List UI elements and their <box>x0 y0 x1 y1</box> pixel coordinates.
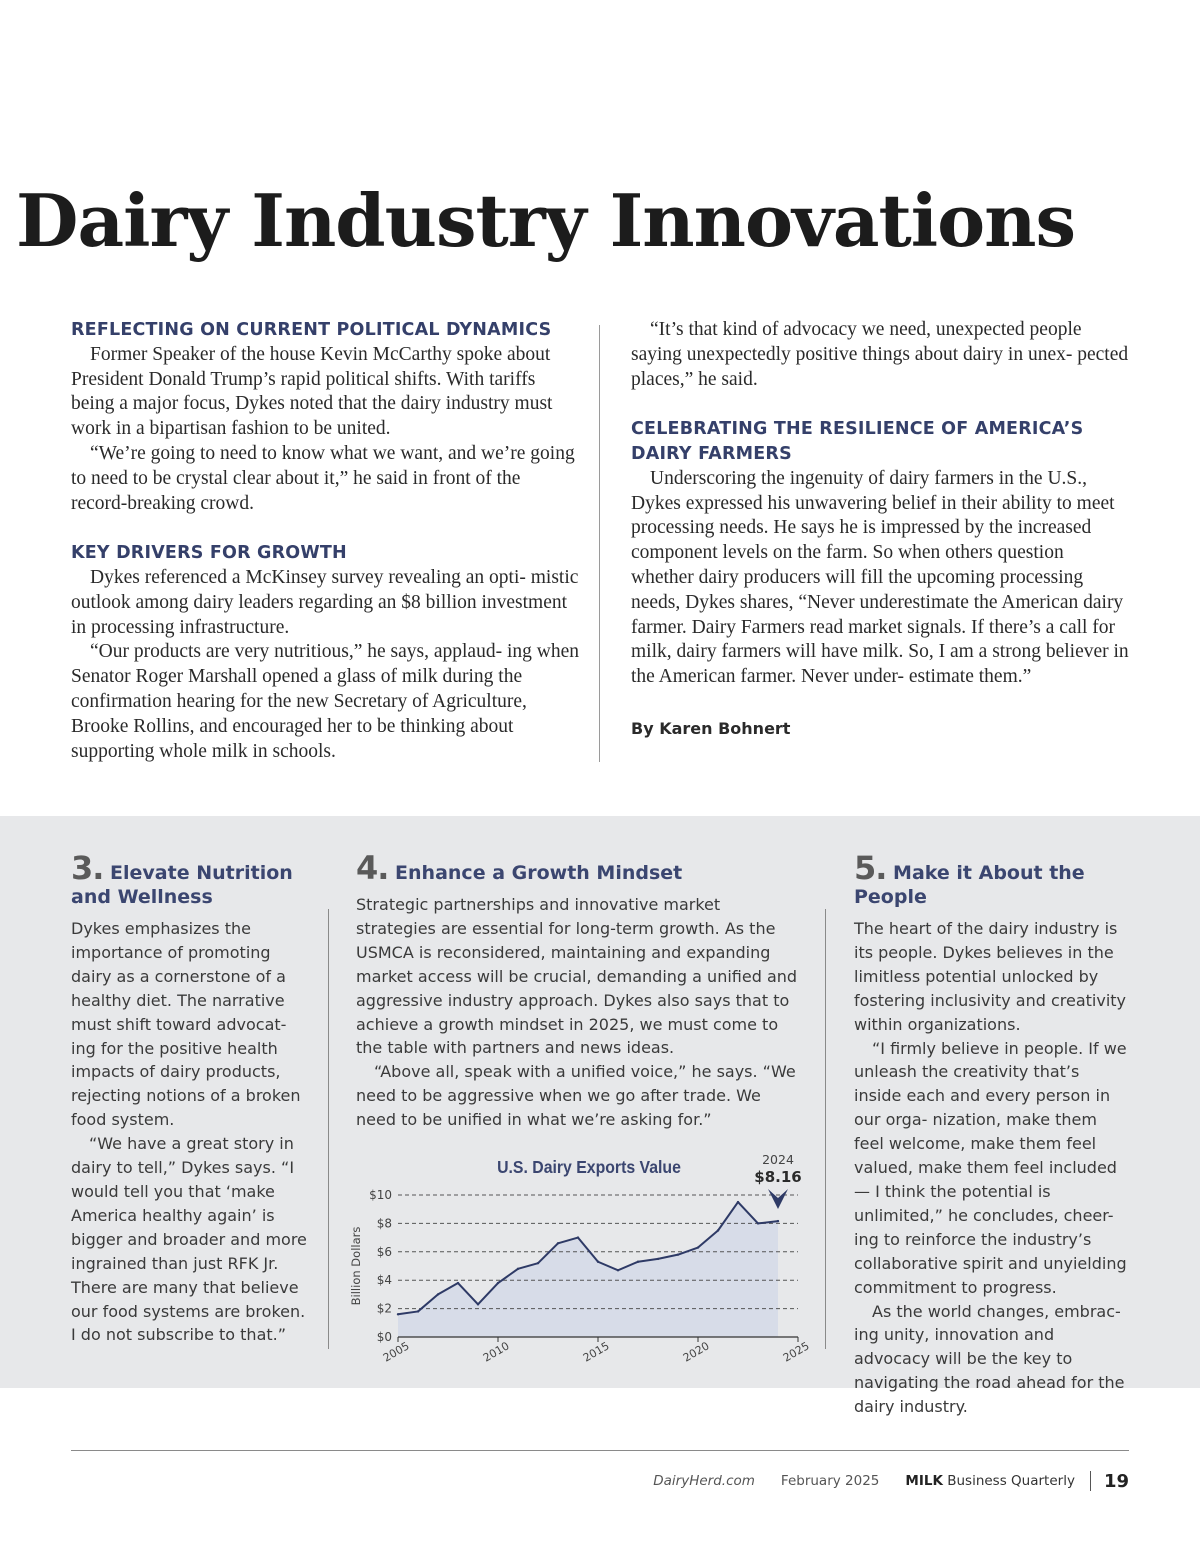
data-point <box>557 1242 559 1244</box>
data-point <box>757 1222 759 1224</box>
footer-magazine <box>905 1473 1075 1489</box>
paragraph: Dykes emphasizes the importance of promoting dairy as a cornerstone of a healthy diet. The narrative must shift toward advocat- ing for the positive health impacts of dairy products, rejecting notions of a broken food system. <box>71 919 301 1130</box>
page-footer <box>653 1468 1129 1494</box>
data-point <box>457 1282 459 1284</box>
paragraph: Strategic partnerships and innovative market strategies are essential for long-term growth. As the USMCA is reconsidered, maintaining and expanding market access will be crucial, demanding a unified and aggressive industry approach. Dykes also says that to achieve a growth mindset in 2025, we must come to the table with partners and news ideas. <box>356 895 798 1058</box>
section-3 <box>71 849 311 1347</box>
y-tick-label: $6 <box>376 1244 392 1259</box>
paragraph: “We’re going to need to know what we want, and we’re going to need to be crystal clear about it,” he said in front of the record-breaking crowd. <box>71 442 575 514</box>
x-tick-label: 2010 <box>480 1339 512 1365</box>
annotation-value: $8.16 <box>754 1168 802 1186</box>
footer-separator <box>1090 1471 1091 1491</box>
paragraph: “Our products are very nutritious,” he says, applaud- ing when Senator Roger Marshall opened a glass of milk during the confirmation hearing for the new Secretary of Agriculture, Brooke Rollins, and encouraged her to be thinking about supporting whole milk in schools. <box>71 641 579 762</box>
section-heading-growth: KEY DRIVERS FOR GROWTH <box>71 543 347 564</box>
paragraph: Dykes referenced a McKinsey survey revealing an opti- mistic outlook among dairy leaders regarding an $8 billion investment in processing infrastructure. <box>71 566 579 638</box>
data-point <box>777 1220 779 1222</box>
x-tick-label: 2015 <box>580 1339 612 1365</box>
data-point <box>657 1258 659 1260</box>
section-title: Make it About the People <box>854 862 1085 908</box>
section-number: 3. <box>71 849 104 887</box>
section-3-heading <box>71 849 311 909</box>
footer-rule <box>71 1450 1129 1451</box>
paragraph: The heart of the dairy industry is its people. Dykes believes in the limitless potential unlocked by fostering inclusivity and creativity within organizations. <box>854 919 1127 1034</box>
data-point <box>637 1261 639 1263</box>
area-fill <box>398 1202 778 1337</box>
paragraph: “We have a great story in dairy to tell,” Dykes says. “I would tell you that ‘make America healthy again’ is bigger and broader and more ingrained than just RFK Jr. There are many that believe our food systems are broken. I do not subscribe to that.” <box>71 1134 307 1345</box>
data-point <box>517 1268 519 1270</box>
right-column <box>631 318 1129 742</box>
y-tick-label: $8 <box>376 1216 392 1231</box>
section-divider <box>825 909 826 1349</box>
paragraph: “Above all, speak with a unified voice,” he says. “We need to be aggressive when we go after trade. We need to be unified in what we’re asking for.” <box>356 1062 796 1130</box>
page-number: 19 <box>1103 1470 1129 1492</box>
paragraph: As the world changes, embrac- ing unity, innovation and advocacy will be the key to navigating the road ahead for the dairy industry. <box>854 1301 1125 1417</box>
data-point <box>577 1236 579 1238</box>
section-number: 4. <box>356 849 389 887</box>
data-point <box>597 1261 599 1263</box>
section-divider <box>328 909 329 1349</box>
x-tick-label: 2025 <box>780 1339 812 1365</box>
y-tick-label: $4 <box>376 1273 392 1288</box>
section-4-heading <box>356 849 801 887</box>
data-point <box>537 1262 539 1264</box>
y-tick-label: $10 <box>369 1188 392 1202</box>
data-point <box>717 1229 719 1231</box>
left-column <box>71 318 579 764</box>
paragraph: Former Speaker of the house Kevin McCarthy spoke about President Donald Trump’s rapid political shifts. With tariffs being a major focus, Dykes noted that the dairy industry must work in a bipartisan fashion to be united. <box>71 343 553 440</box>
data-point <box>417 1310 419 1312</box>
data-point <box>677 1253 679 1255</box>
data-point <box>617 1269 619 1271</box>
chart-title: U.S. Dairy Exports Value <box>497 1157 681 1178</box>
byline: By Karen Bohnert <box>631 718 791 738</box>
y-axis-label: Billion Dollars <box>349 1226 363 1306</box>
page-title: Dairy Industry Innovations <box>16 178 1076 263</box>
data-point <box>737 1201 739 1203</box>
annotation-arrow-icon <box>768 1189 788 1209</box>
section-heading-resilience: CELEBRATING THE RESILIENCE OF AMERICA’S DAIRY FARMERS <box>631 419 1084 464</box>
x-tick-label: 2005 <box>380 1339 412 1365</box>
paragraph: “I firmly believe in people. If we unleash the creativity that’s inside each and every person in our orga- nization, make them feel welcome, make them feel valued, make them feel included — I think the potential is unlimited,” he concludes, cheer- ing to reinforce the industry’s collaborative spirit and unyielding commitment to progress. <box>854 1038 1127 1297</box>
x-tick-label: 2020 <box>680 1339 712 1365</box>
section-5 <box>854 849 1130 1419</box>
magazine-brand: MILK <box>905 1473 943 1489</box>
y-tick-label: $2 <box>376 1301 392 1316</box>
magazine-name: Business Quarterly <box>942 1473 1075 1489</box>
paragraph: Underscoring the ingenuity of dairy farmers in the U.S., Dykes expressed his unwavering belief in their ability to meet processing needs. He says he is impressed by the increased component levels on the farm. So when others question whether dairy producers will fill the upcoming processing needs, Dykes shares, “Never underestimate the American dairy farmer. Dairy Farmers read market signals. If there’s a call for milk, dairy farmers will have milk. So, I am a strong believer in the American farmer. Never under- estimate them.” <box>631 467 1129 688</box>
data-point <box>697 1246 699 1248</box>
section-number: 5. <box>854 849 887 887</box>
data-point <box>477 1303 479 1305</box>
section-5-heading <box>854 849 1130 909</box>
data-point <box>437 1293 439 1295</box>
data-point <box>497 1282 499 1284</box>
section-4 <box>356 849 801 1132</box>
section-title: Enhance a Growth Mindset <box>395 862 683 884</box>
annotation-year: 2024 <box>762 1152 794 1167</box>
section-heading-political: REFLECTING ON CURRENT POLITICAL DYNAMICS <box>71 320 552 340</box>
footer-site[interactable]: DairyHerd.com <box>653 1473 755 1489</box>
footer-date: February 2025 <box>780 1473 880 1489</box>
data-point <box>397 1313 399 1315</box>
column-divider <box>599 325 600 762</box>
paragraph: “It’s that kind of advocacy we need, unexpected people saying unexpectedly positive things about dairy in unex- pected places,” he said. <box>631 319 1129 390</box>
exports-chart <box>344 1148 814 1378</box>
section-title: Elevate Nutrition and Wellness <box>71 862 293 908</box>
y-tick-label: $0 <box>376 1330 392 1344</box>
